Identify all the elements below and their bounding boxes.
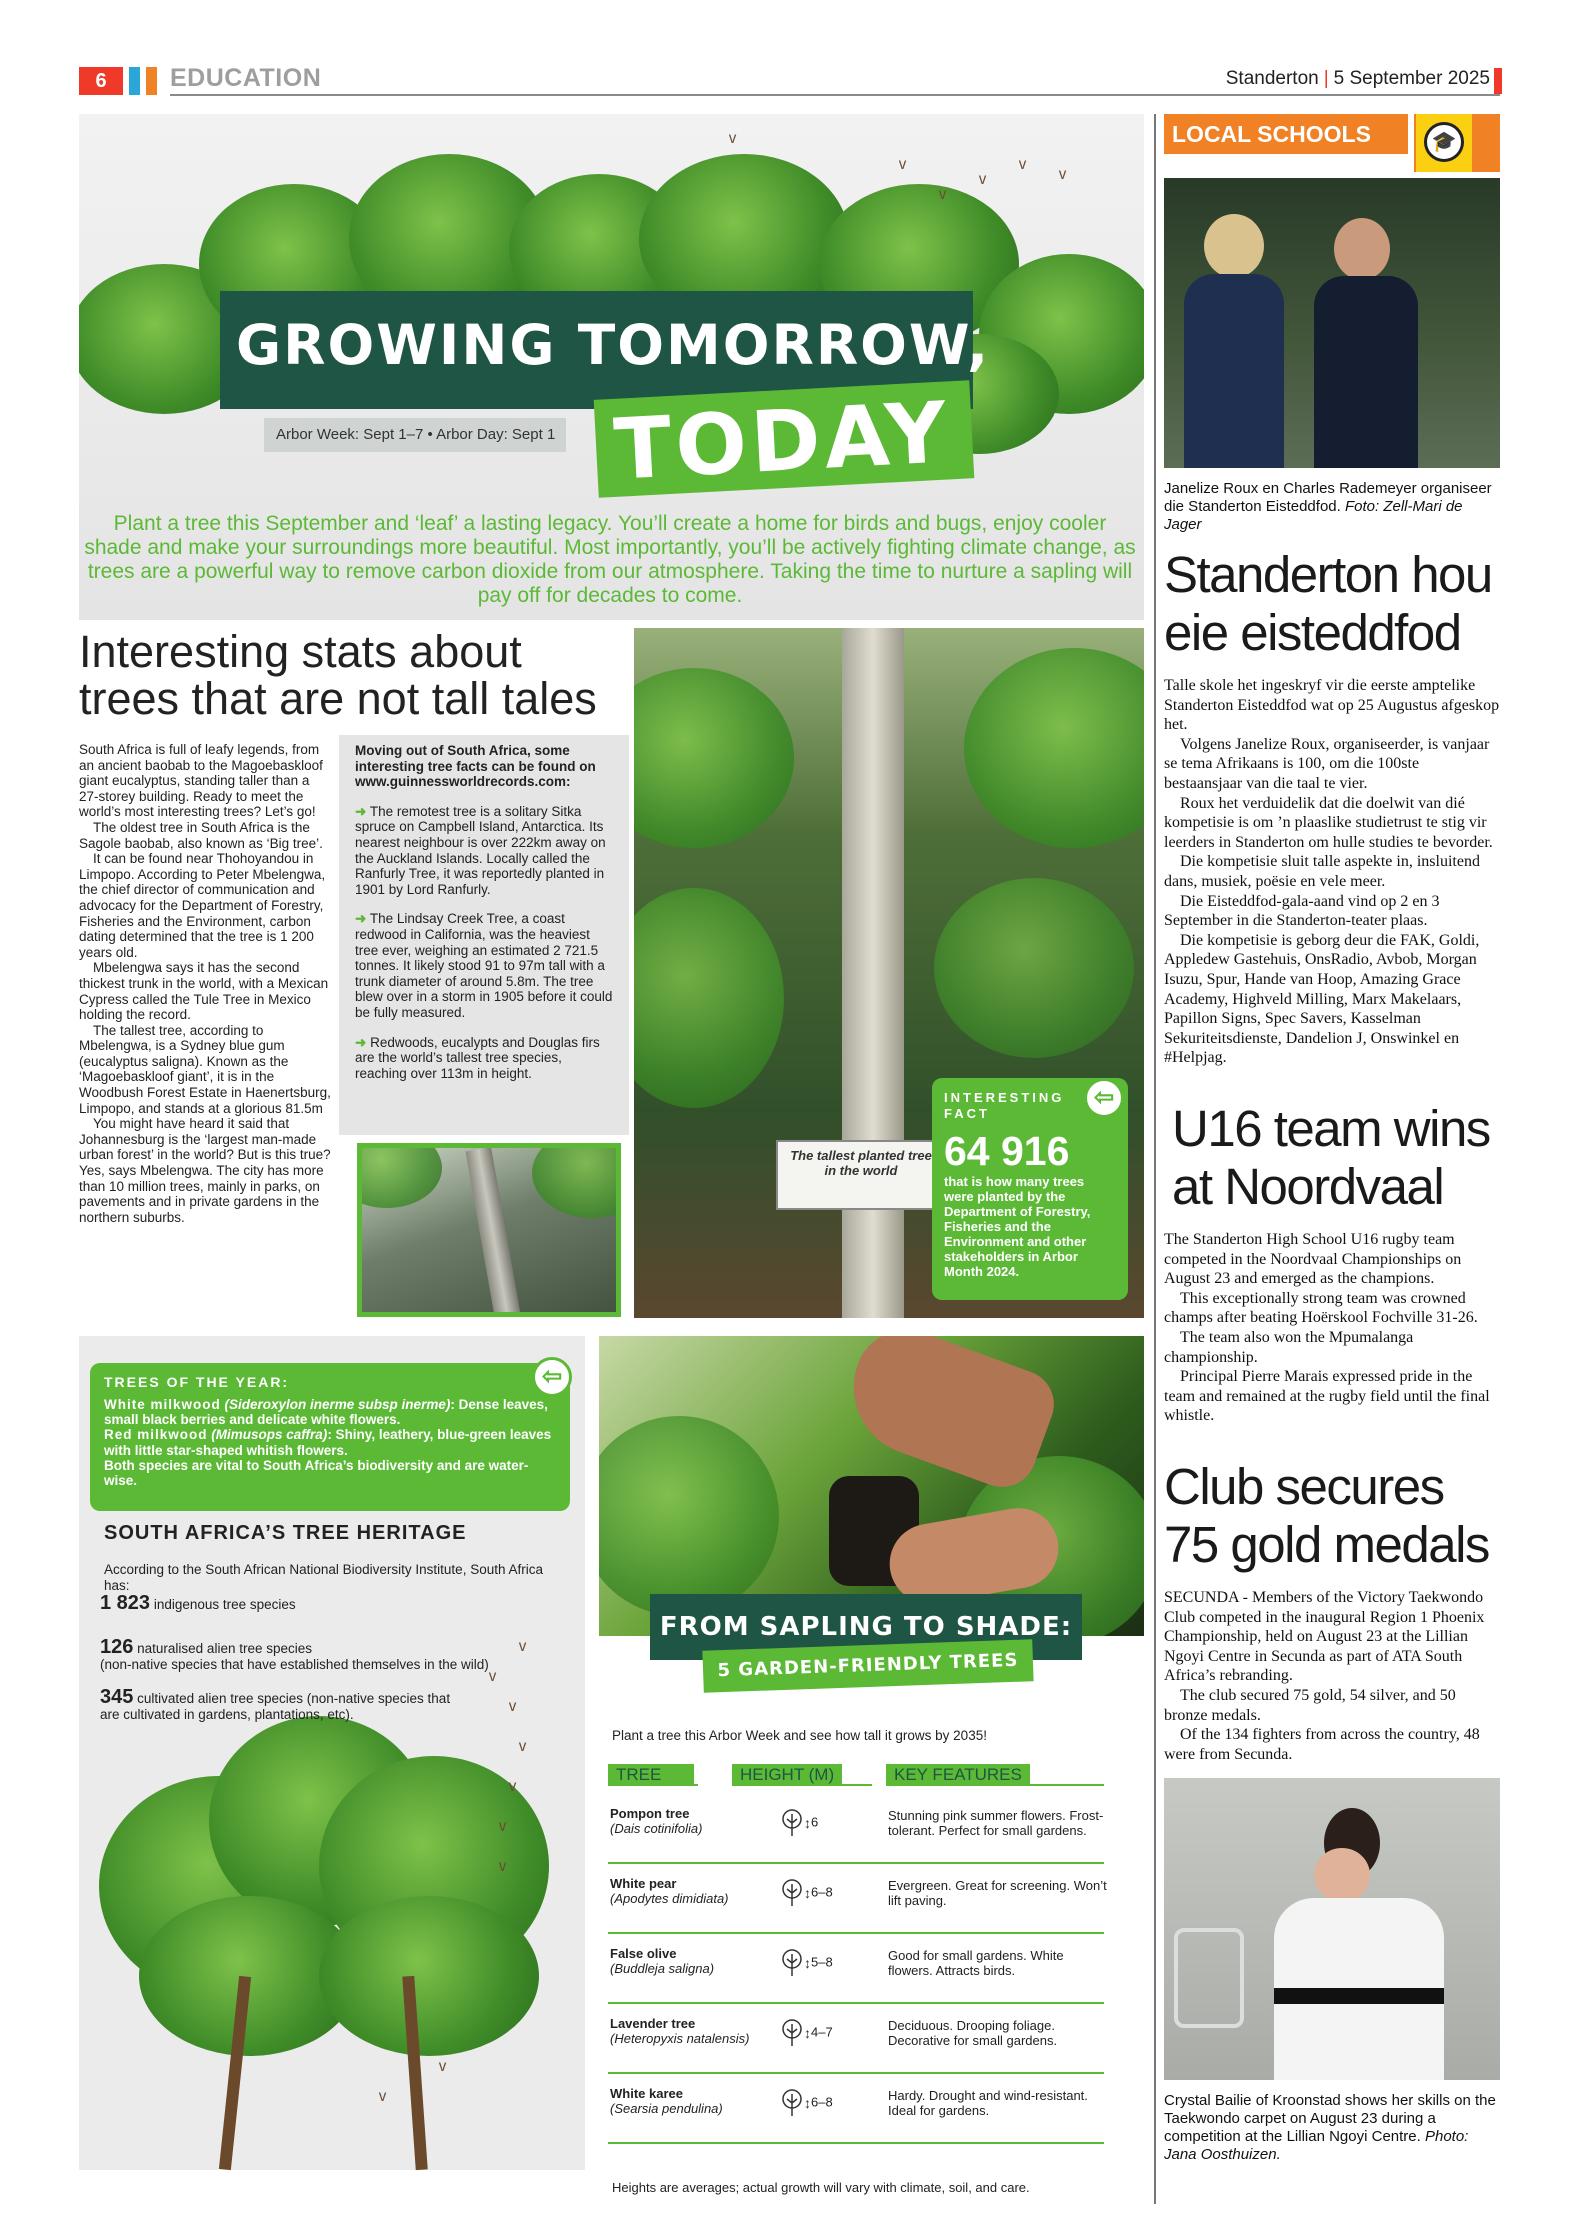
white-milkwood-latin: (Sideroxylon inerme subsp inerme) (224, 1397, 451, 1412)
heritage-item (100, 1636, 570, 1672)
tree-name-cell (610, 1946, 760, 1976)
arrow-left-circle-icon: ⇦ (532, 1357, 572, 1397)
photo2-credit: Photo: Jana Oosthuizen. (1164, 2128, 1469, 2163)
tree-height-icon (780, 1808, 804, 1838)
stats-paragraph: The tallest tree, according to Mbelengwa, is a Sydney blue gum (eucalyptus saligna). Known as the ‘Magoebaskloof giant’, it is in the Woodbush Forest Estate in Haenertsburg, Limpopo, and stands at a glorious 81.5m (79, 1022, 331, 1116)
stats-paragraph: Mbelengwa says it has the second thickest trunk in the world, with a Mexican Cypress called the Tule Tree in Mexico holding the record. (79, 960, 329, 1023)
tree-latin: (Apodytes dimidiata) (610, 1891, 729, 1906)
guinness-fact (355, 911, 613, 1020)
arrow-right-icon: ➜ (355, 911, 367, 927)
tree-features: Evergreen. Great for screening. Won’t lift paving. (888, 1878, 1107, 1908)
club-paragraph: The club secured 75 gold, 54 silver, and 50 bronze medals. (1164, 1686, 1456, 1724)
photo1-caption (1164, 480, 1500, 534)
red-milkwood-latin: (Mimusops caffra) (211, 1427, 328, 1443)
tree-name-cell (610, 2086, 760, 2116)
tree-latin: (Dais cotinifolia) (610, 1821, 703, 1836)
tree-latin: (Searsia pendulina) (610, 2101, 723, 2116)
fact-number: 64 916 (944, 1128, 1070, 1174)
stats-body (79, 742, 331, 1225)
eisteddfod-paragraph: Talle skole het ingeskryf vir die eerste amptelike Standerton Eisteddfod wat op 25 Augustus afgeskop het. (1164, 677, 1500, 734)
tree-features: Deciduous. Drooping foliage. Decorative for small gardens. (888, 2018, 1058, 2048)
photo2-caption (1164, 2092, 1500, 2164)
heritage-item (100, 1686, 570, 1722)
eisteddfod-paragraph: Die Eisteddfod-gala-aand vind op 2 en 3 September in die Standerton-teater plaas. (1164, 892, 1440, 930)
tree-name-cell (610, 2016, 760, 2046)
eisteddfod-organisers-photo (1164, 178, 1500, 468)
tall-tree-photo (357, 1143, 621, 1317)
heritage-label: indigenous tree species (153, 1597, 296, 1612)
hero-title-line1: GROWING TOMORROW, (236, 313, 990, 377)
tree-features: Hardy. Drought and wind-resistant. Ideal for gardens. (888, 2088, 1088, 2118)
photo1-caption-text: Janelize Roux en Charles Rademeyer organiseer die Standerton Eisteddfod. (1164, 480, 1492, 515)
trees-of-year-heading: TREES OF THE YEAR: (104, 1374, 290, 1390)
stats-paragraph: The oldest tree in South Africa is the Sagole baobab, also known as ‘Big tree’. (79, 819, 323, 851)
tree-name-cell (610, 1806, 760, 1836)
section-chip-orange (146, 67, 157, 95)
u16-paragraph: Principal Pierre Marais expressed pride in the team and remained at the rugby field until the final whistle. (1164, 1368, 1490, 1425)
club-body (1164, 1588, 1500, 1764)
heritage-intro: According to the South African National Biodiversity Institute, South Africa has: (104, 1562, 543, 1593)
height-cell (780, 1878, 850, 1908)
column-header-height-label: HEIGHT (M) (732, 1764, 842, 1786)
tree-latin: (Heteropyxis natalensis) (610, 2031, 750, 2046)
heritage-number: 1 823 (100, 1592, 151, 1614)
heritage-item (100, 1592, 570, 1614)
club-headline: Club secures 75 gold medals (1164, 1458, 1489, 1573)
table-row (608, 1936, 1104, 2004)
tree-name: White karee (610, 2086, 683, 2101)
dateline (1226, 68, 1490, 90)
tree-height: 6–8 (811, 1884, 833, 1900)
dateline-separator: | (1323, 68, 1329, 89)
tree-features: Good for small gardens. White flowers. Attracts birds. (888, 1948, 1064, 1978)
tree-height: 4–7 (811, 2024, 833, 2040)
height-arrow-icon: ↕ (804, 2025, 811, 2041)
heritage-note: (non-native species that have established themselves in the wild) (100, 1656, 489, 1672)
stats-paragraph: It can be found near Thohoyandou in Limpopo. According to Peter Mbelengwa, the chief director of communication and advocacy for the Department of Forestry, Fisheries and the Environment, carbon dating determined that the tree is 1 200 years old. (79, 851, 326, 960)
tree-name: White pear (610, 1876, 677, 1891)
column-header-features (886, 1764, 1104, 1786)
tree-height-icon (780, 2018, 804, 2048)
sapling-intro: Plant a tree this Arbor Week and see how tall it grows by 2035! (612, 1728, 987, 1743)
tree-features: Stunning pink summer flowers. Frost-tolerant. Perfect for small gardens. (888, 1808, 1104, 1838)
guinness-fact-text: The Lindsay Creek Tree, a coast redwood in California, was the heaviest tree ever, weighing an estimated 2 721.5 tonnes. It likely stood 91 to 97m tall with a trunk diameter of around 5.8m. The tree blew over in a storm in 1905 before it could be fully measured. (355, 911, 613, 1020)
white-milkwood-desc: : Dense leaves, small black berries and delicate white flowers. (104, 1397, 548, 1428)
trees-of-the-year-box (90, 1363, 570, 1511)
tree-height: 6–8 (811, 2094, 833, 2110)
hero-title-line2: TODAY (611, 383, 953, 499)
taekwondo-photo (1164, 1778, 1500, 2080)
table-row (608, 1796, 1104, 1864)
height-cell (780, 1948, 850, 1978)
club-paragraph: Of the 134 fighters from across the country, 48 were from Secunda. (1164, 1726, 1480, 1763)
table-row (608, 1866, 1107, 1934)
column-header-features-label: KEY FEATURES (886, 1764, 1030, 1786)
dateline-town: Standerton (1225, 68, 1319, 89)
arrow-right-icon: ➜ (355, 803, 367, 819)
height-cell (780, 1808, 850, 1838)
tree-height-icon (780, 2088, 804, 2118)
height-cell (780, 2018, 850, 2048)
tree-height: 5–8 (811, 1954, 833, 1970)
u16-body (1164, 1230, 1500, 1426)
tree-name: Lavender tree (610, 2016, 696, 2031)
u16-paragraph: The Standerton High School U16 rugby team competed in the Noordvaal Championships on August 23 and emerged as the champions. (1164, 1231, 1462, 1288)
eisteddfod-body (1164, 676, 1500, 1068)
tree-name-cell (610, 1876, 760, 1906)
guinness-fact-text: The remotest tree is a solitary Sitka spruce on Campbell Island, Antarctica. Its nearest neighbour is over 222km away on the Auckland Islands. Locally called the Ranfurly Tree, it was reportedly planted in 1901 by Lord Ranfurly. (355, 803, 606, 897)
table-row (608, 2076, 1104, 2144)
hero-banner-image: ᵛ ᵛ ᵛ ᵛ ᵛ ᵛ (79, 114, 1144, 620)
height-arrow-icon: ↕ (804, 1955, 811, 1971)
heritage-heading: SOUTH AFRICA’S TREE HERITAGE (104, 1522, 467, 1544)
height-arrow-icon: ↕ (804, 1885, 811, 1901)
sapling-footnote: Heights are averages; actual growth will vary with climate, soil, and care. (612, 2180, 1030, 2195)
guinness-fact (355, 1035, 613, 1082)
u16-headline: U16 team wins at Noordvaal (1172, 1100, 1490, 1215)
u16-paragraph: This exceptionally strong team was crowned champs after beating Hoërskool Fochville 31-26. (1164, 1289, 1478, 1327)
red-milkwood-name: Red milkwood (104, 1427, 208, 1443)
sapling-title: FROM SAPLING TO SHADE: (650, 1594, 1082, 1660)
arbor-dates: Arbor Week: Sept 1–7 • Arbor Day: Sept 1 (264, 418, 566, 452)
club-paragraph: SECUNDA - Members of the Victory Taekwondo Club competed in the inaugural Region 1 Phoenix Championship, held on August 23 at the Lillian Ngoyi Centre in Secunda as part of ATA South Africa’s rebranding. (1164, 1589, 1485, 1685)
heritage-label: cultivated alien tree species (non-native species that (137, 1691, 451, 1706)
stats-paragraph: You might have heard it said that Johannesburg is the ‘largest man-made urban forest’ in the world? But is this true? Yes, says Mbelengwa. The city has more than 10 million trees, mainly in parks, on pavements and in private gardens in the northern suburbs. (79, 1116, 331, 1225)
stats-headline: Interesting stats about trees that are not tall tales (79, 626, 597, 724)
arrow-right-icon: ➜ (355, 1034, 367, 1050)
eisteddfod-paragraph: Die kompetisie sluit talle aspekte in, insluitend dans, musiek, poësie en vele meer. (1164, 853, 1480, 890)
tree-height-icon (780, 1878, 804, 1908)
sapling-subtitle: 5 GARDEN-FRIENDLY TREES (702, 1639, 1033, 1692)
heritage-label: naturalised alien tree species (137, 1641, 312, 1656)
guinness-fact-text: Redwoods, eucalypts and Douglas firs are the world’s tallest tree species, reaching over 113m in height. (355, 1034, 600, 1081)
tree-heritage-panel: ᵛ ᵛ ᵛ ᵛ ᵛ ᵛ ᵛ ᵛ ᵛ (79, 1336, 585, 2170)
tree-name: False olive (610, 1946, 677, 1961)
eisteddfod-paragraph: Die kompetisie is geborg deur die FAK, Goldi, Appledew Gastehuis, OnsRadio, Avbob, Morgan Isuzu, Spur, Hande van Hoop, Amazing Grace Academy, Highveld Milling, Marx Makelaars, Papillon Signs, Spec Savers, Kasselman Sekuriteitsdienste, Dandelion J, Onswinkel en #Helpjag. (1164, 931, 1480, 1067)
graduation-cap-icon: 🎓 (1424, 122, 1464, 162)
fact-label: INTERESTING (944, 1090, 1065, 1105)
height-arrow-icon: ↕ (804, 1815, 811, 1831)
table-row (608, 2006, 1104, 2074)
height-cell (780, 2088, 850, 2118)
arrow-left-circle-icon: ⇦ (1084, 1078, 1124, 1118)
local-schools-banner: LOCAL SCHOOLS (1164, 114, 1408, 154)
photo2-caption-text: Crystal Bailie of Kroonstad shows her skills on the Taekwondo carpet on August 23 during a competition at the Lillian Ngoyi Centre. (1164, 2092, 1496, 2145)
column-divider (1154, 114, 1156, 2204)
tree-height: 6 (811, 1814, 819, 1830)
eisteddfod-headline: Standerton hou eie eisteddfod (1164, 546, 1492, 661)
heritage-number: 345 (100, 1686, 134, 1708)
white-milkwood-name: White milkwood (104, 1397, 221, 1412)
section-chip-blue (129, 67, 140, 95)
eisteddfod-paragraph: Volgens Janelize Roux, organiseerder, is vanjaar se tema Afrikaans is 100, om die 100ste bestaansjaar van die taal te vier. (1164, 735, 1490, 792)
header-end-mark (1494, 68, 1502, 94)
trees-of-year-text (104, 1397, 556, 1488)
column-header-tree-label: TREE (608, 1764, 694, 1786)
header-rule (170, 94, 1500, 96)
column-header-height (732, 1764, 872, 1786)
tallest-tree-sign: The tallest planted tree in the world (776, 1140, 946, 1210)
tree-latin: (Buddleja saligna) (610, 1961, 715, 1976)
heritage-number: 126 (100, 1636, 134, 1658)
guinness-lead: Moving out of South Africa, some interesting tree facts can be found on www.guinnessworldrecords.com: (355, 743, 596, 790)
guinness-fact (355, 804, 613, 898)
trees-of-year-note: Both species are vital to South Africa’s biodiversity and are water-wise. (104, 1457, 529, 1489)
guinness-facts-box (339, 735, 629, 1135)
tree-height-icon (780, 1948, 804, 1978)
tree-name: Pompon tree (610, 1806, 690, 1821)
fact-text: that is how many trees were planted by the Department of Forestry, Fisheries and the Environment and other stakeholders in Arbor Month 2024. (944, 1174, 1091, 1279)
eisteddfod-paragraph: Roux het verduidelik dat die doelwit van dié kompetisie is om ’n plaaslike studietrust te stig vir leerders in Standerton om hulle studies te bevorder. (1164, 794, 1493, 851)
hero-intro: Plant a tree this September and ‘leaf’ a lasting legacy. You’ll create a home for birds and bugs, enjoy cooler shade and make your surroundings more beautiful. Most importantly, you’ll be actively fighting climate change, as trees are a powerful way to remove carbon dioxide from our atmosphere. Taking the time to nurture a sapling will pay off for decades to come. (84, 512, 1136, 607)
section-title: EDUCATION (170, 64, 322, 92)
dateline-date: 5 September 2025 (1333, 68, 1490, 89)
u16-paragraph: The team also won the Mpumalanga championship. (1164, 1328, 1414, 1366)
red-milkwood-desc: : Shiny, leathery, blue-green leaves with little star-shaped whitish flowers. (104, 1427, 552, 1458)
stats-paragraph: South Africa is full of leafy legends, from an ancient baobab to the Magoebaskloof giant eucalyptus, standing taller than a 27-storey building. Ready to meet the world’s most interesting trees? Let’s go! (79, 742, 323, 820)
page-number: 6 (79, 67, 123, 95)
fact-label: FACT (944, 1106, 990, 1121)
photo1-credit: Foto: Zell-Mari de Jager (1164, 498, 1463, 533)
planting-sapling-photo (599, 1336, 1144, 1636)
local-schools-badge (1414, 114, 1500, 172)
height-arrow-icon: ↕ (804, 2095, 811, 2111)
heritage-note: are cultivated in gardens, plantations, etc). (100, 1706, 354, 1722)
column-header-tree (608, 1764, 698, 1786)
